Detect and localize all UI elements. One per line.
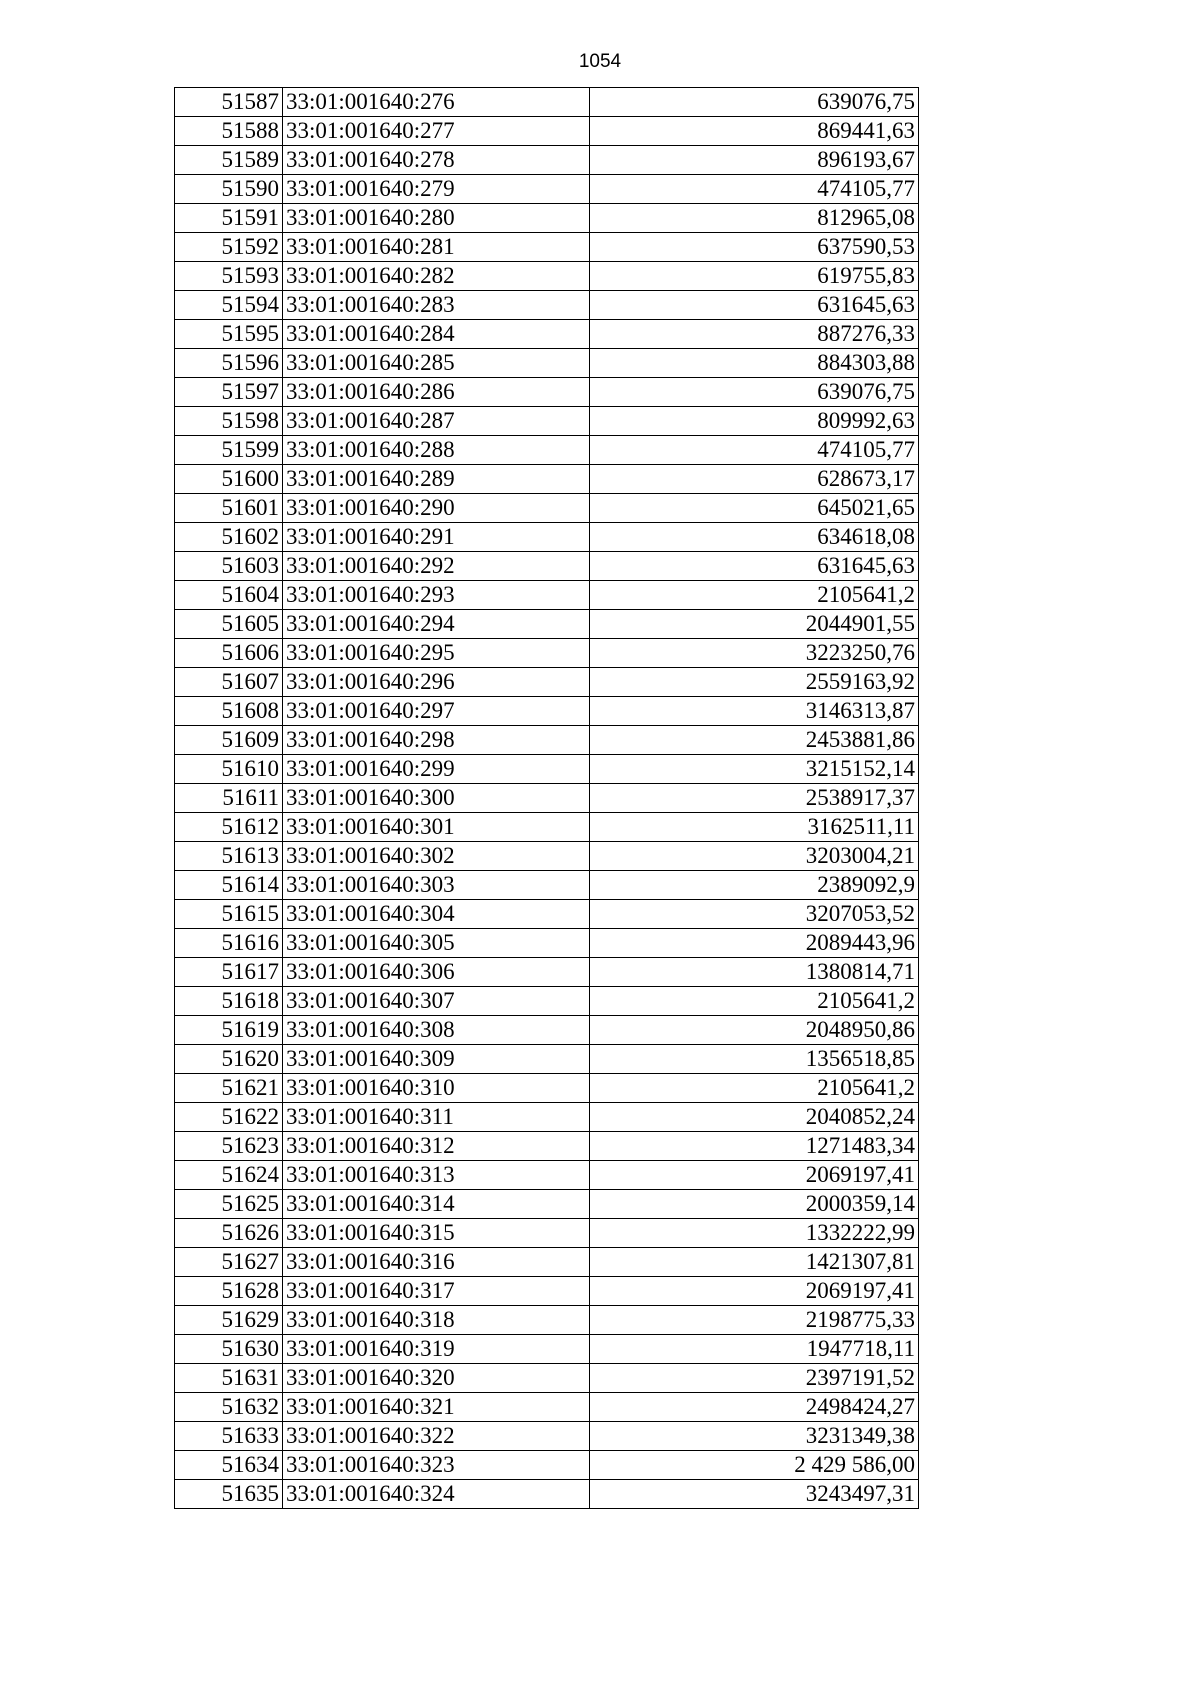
table-row: [175, 639, 919, 668]
cadastral-number-cell: 33:01:001640:318: [283, 1306, 590, 1335]
table-row: [175, 1422, 919, 1451]
cadastral-value-cell: 639076,75: [590, 378, 919, 407]
cadastral-value-cell: 474105,77: [590, 436, 919, 465]
cadastral-number-cell: 33:01:001640:290: [283, 494, 590, 523]
cadastral-value-table: [174, 87, 919, 1509]
cadastral-number-cell: 33:01:001640:313: [283, 1161, 590, 1190]
cadastral-number-cell: 33:01:001640:302: [283, 842, 590, 871]
cadastral-number-cell: 33:01:001640:314: [283, 1190, 590, 1219]
cadastral-value-cell: 474105,77: [590, 175, 919, 204]
cadastral-value-cell: 2069197,41: [590, 1277, 919, 1306]
cadastral-number-cell: 33:01:001640:284: [283, 320, 590, 349]
cadastral-value-cell: 637590,53: [590, 233, 919, 262]
cadastral-number-cell: 33:01:001640:286: [283, 378, 590, 407]
table-row: [175, 929, 919, 958]
cadastral-value-cell: 3231349,38: [590, 1422, 919, 1451]
cadastral-number-cell: 33:01:001640:301: [283, 813, 590, 842]
table-row: [175, 233, 919, 262]
cadastral-value-cell: 2389092,9: [590, 871, 919, 900]
cadastral-number-cell: 33:01:001640:279: [283, 175, 590, 204]
cadastral-value-cell: 3223250,76: [590, 639, 919, 668]
row-number-cell: 51621: [175, 1074, 283, 1103]
table-row: [175, 1393, 919, 1422]
cadastral-value-cell: 2198775,33: [590, 1306, 919, 1335]
table-row: [175, 117, 919, 146]
cadastral-value-cell: 631645,63: [590, 552, 919, 581]
row-number-cell: 51632: [175, 1393, 283, 1422]
cadastral-number-cell: 33:01:001640:304: [283, 900, 590, 929]
cadastral-number-cell: 33:01:001640:291: [283, 523, 590, 552]
row-number-cell: 51593: [175, 262, 283, 291]
table-row: [175, 871, 919, 900]
cadastral-value-cell: 3203004,21: [590, 842, 919, 871]
row-number-cell: 51600: [175, 465, 283, 494]
cadastral-value-cell: 1380814,71: [590, 958, 919, 987]
cadastral-number-cell: 33:01:001640:281: [283, 233, 590, 262]
row-number-cell: 51614: [175, 871, 283, 900]
table-row: [175, 291, 919, 320]
cadastral-value-cell: 2538917,37: [590, 784, 919, 813]
table-row: [175, 900, 919, 929]
table-row: [175, 610, 919, 639]
row-number-cell: 51609: [175, 726, 283, 755]
row-number-cell: 51617: [175, 958, 283, 987]
table-row: [175, 465, 919, 494]
table-body: [175, 88, 919, 1509]
table-row: [175, 88, 919, 117]
row-number-cell: 51591: [175, 204, 283, 233]
row-number-cell: 51619: [175, 1016, 283, 1045]
row-number-cell: 51610: [175, 755, 283, 784]
row-number-cell: 51601: [175, 494, 283, 523]
table-row: [175, 1480, 919, 1509]
cadastral-value-cell: 2069197,41: [590, 1161, 919, 1190]
cadastral-number-cell: 33:01:001640:297: [283, 697, 590, 726]
cadastral-value-cell: 2498424,27: [590, 1393, 919, 1422]
row-number-cell: 51594: [175, 291, 283, 320]
cadastral-value-cell: 2000359,14: [590, 1190, 919, 1219]
cadastral-value-cell: 2105641,2: [590, 581, 919, 610]
cadastral-value-cell: 3162511,11: [590, 813, 919, 842]
table-row: [175, 987, 919, 1016]
cadastral-number-cell: 33:01:001640:322: [283, 1422, 590, 1451]
cadastral-number-cell: 33:01:001640:282: [283, 262, 590, 291]
cadastral-value-cell: 2397191,52: [590, 1364, 919, 1393]
cadastral-value-cell: 3146313,87: [590, 697, 919, 726]
cadastral-number-cell: 33:01:001640:277: [283, 117, 590, 146]
cadastral-number-cell: 33:01:001640:307: [283, 987, 590, 1016]
cadastral-number-cell: 33:01:001640:315: [283, 1219, 590, 1248]
cadastral-number-cell: 33:01:001640:311: [283, 1103, 590, 1132]
table-row: [175, 1451, 919, 1480]
table-row: [175, 1306, 919, 1335]
cadastral-number-cell: 33:01:001640:285: [283, 349, 590, 378]
cadastral-number-cell: 33:01:001640:321: [283, 1393, 590, 1422]
table-row: [175, 813, 919, 842]
cadastral-number-cell: 33:01:001640:298: [283, 726, 590, 755]
row-number-cell: 51618: [175, 987, 283, 1016]
cadastral-value-cell: 2453881,86: [590, 726, 919, 755]
table-row: [175, 1219, 919, 1248]
table-row: [175, 436, 919, 465]
row-number-cell: 51590: [175, 175, 283, 204]
row-number-cell: 51613: [175, 842, 283, 871]
table-row: [175, 755, 919, 784]
row-number-cell: 51611: [175, 784, 283, 813]
table-row: [175, 1248, 919, 1277]
cadastral-number-cell: 33:01:001640:310: [283, 1074, 590, 1103]
row-number-cell: 51624: [175, 1161, 283, 1190]
cadastral-number-cell: 33:01:001640:293: [283, 581, 590, 610]
cadastral-value-cell: 2 429 586,00: [590, 1451, 919, 1480]
cadastral-number-cell: 33:01:001640:276: [283, 88, 590, 117]
cadastral-number-cell: 33:01:001640:289: [283, 465, 590, 494]
table-row: [175, 581, 919, 610]
row-number-cell: 51623: [175, 1132, 283, 1161]
table-row: [175, 1364, 919, 1393]
cadastral-value-cell: 1356518,85: [590, 1045, 919, 1074]
cadastral-number-cell: 33:01:001640:305: [283, 929, 590, 958]
cadastral-number-cell: 33:01:001640:316: [283, 1248, 590, 1277]
cadastral-value-cell: 2105641,2: [590, 987, 919, 1016]
cadastral-value-cell: 3207053,52: [590, 900, 919, 929]
cadastral-number-cell: 33:01:001640:303: [283, 871, 590, 900]
cadastral-number-cell: 33:01:001640:287: [283, 407, 590, 436]
cadastral-number-cell: 33:01:001640:296: [283, 668, 590, 697]
cadastral-value-cell: 887276,33: [590, 320, 919, 349]
row-number-cell: 51633: [175, 1422, 283, 1451]
row-number-cell: 51628: [175, 1277, 283, 1306]
cadastral-value-cell: 3215152,14: [590, 755, 919, 784]
cadastral-value-cell: 1947718,11: [590, 1335, 919, 1364]
row-number-cell: 51597: [175, 378, 283, 407]
table-row: [175, 146, 919, 175]
row-number-cell: 51588: [175, 117, 283, 146]
table-row: [175, 784, 919, 813]
table-row: [175, 407, 919, 436]
table-row: [175, 320, 919, 349]
cadastral-value-cell: 645021,65: [590, 494, 919, 523]
table-row: [175, 726, 919, 755]
cadastral-number-cell: 33:01:001640:278: [283, 146, 590, 175]
table-row: [175, 494, 919, 523]
row-number-cell: 51626: [175, 1219, 283, 1248]
cadastral-number-cell: 33:01:001640:319: [283, 1335, 590, 1364]
table-row: [175, 1103, 919, 1132]
cadastral-value-cell: 1271483,34: [590, 1132, 919, 1161]
cadastral-value-cell: 2044901,55: [590, 610, 919, 639]
table-row: [175, 1335, 919, 1364]
cadastral-number-cell: 33:01:001640:294: [283, 610, 590, 639]
table-row: [175, 349, 919, 378]
cadastral-value-cell: 2105641,2: [590, 1074, 919, 1103]
cadastral-value-cell: 1421307,81: [590, 1248, 919, 1277]
row-number-cell: 51603: [175, 552, 283, 581]
table-row: [175, 842, 919, 871]
table-row: [175, 1161, 919, 1190]
row-number-cell: 51631: [175, 1364, 283, 1393]
table-row: [175, 175, 919, 204]
row-number-cell: 51595: [175, 320, 283, 349]
cadastral-value-cell: 2559163,92: [590, 668, 919, 697]
cadastral-number-cell: 33:01:001640:320: [283, 1364, 590, 1393]
cadastral-value-cell: 2040852,24: [590, 1103, 919, 1132]
row-number-cell: 51629: [175, 1306, 283, 1335]
row-number-cell: 51606: [175, 639, 283, 668]
row-number-cell: 51596: [175, 349, 283, 378]
cadastral-number-cell: 33:01:001640:280: [283, 204, 590, 233]
row-number-cell: 51607: [175, 668, 283, 697]
row-number-cell: 51589: [175, 146, 283, 175]
table-row: [175, 1190, 919, 1219]
cadastral-value-cell: 896193,67: [590, 146, 919, 175]
cadastral-number-cell: 33:01:001640:292: [283, 552, 590, 581]
row-number-cell: 51627: [175, 1248, 283, 1277]
cadastral-value-cell: 812965,08: [590, 204, 919, 233]
row-number-cell: 51592: [175, 233, 283, 262]
row-number-cell: 51587: [175, 88, 283, 117]
row-number-cell: 51625: [175, 1190, 283, 1219]
cadastral-number-cell: 33:01:001640:299: [283, 755, 590, 784]
table-row: [175, 1132, 919, 1161]
row-number-cell: 51620: [175, 1045, 283, 1074]
table-row: [175, 1045, 919, 1074]
row-number-cell: 51612: [175, 813, 283, 842]
row-number-cell: 51622: [175, 1103, 283, 1132]
cadastral-value-cell: 1332222,99: [590, 1219, 919, 1248]
row-number-cell: 51608: [175, 697, 283, 726]
table-row: [175, 262, 919, 291]
cadastral-value-cell: 809992,63: [590, 407, 919, 436]
cadastral-value-cell: 869441,63: [590, 117, 919, 146]
row-number-cell: 51616: [175, 929, 283, 958]
cadastral-number-cell: 33:01:001640:295: [283, 639, 590, 668]
row-number-cell: 51604: [175, 581, 283, 610]
page-number: 1054: [578, 51, 622, 72]
cadastral-number-cell: 33:01:001640:323: [283, 1451, 590, 1480]
table-row: [175, 378, 919, 407]
cadastral-number-cell: 33:01:001640:283: [283, 291, 590, 320]
table-row: [175, 697, 919, 726]
table-row: [175, 1016, 919, 1045]
cadastral-number-cell: 33:01:001640:317: [283, 1277, 590, 1306]
row-number-cell: 51615: [175, 900, 283, 929]
cadastral-number-cell: 33:01:001640:300: [283, 784, 590, 813]
cadastral-number-cell: 33:01:001640:308: [283, 1016, 590, 1045]
table-row: [175, 523, 919, 552]
cadastral-number-cell: 33:01:001640:324: [283, 1480, 590, 1509]
table-row: [175, 1074, 919, 1103]
table-row: [175, 552, 919, 581]
row-number-cell: 51599: [175, 436, 283, 465]
row-number-cell: 51630: [175, 1335, 283, 1364]
cadastral-value-cell: 2048950,86: [590, 1016, 919, 1045]
row-number-cell: 51634: [175, 1451, 283, 1480]
table-row: [175, 1277, 919, 1306]
row-number-cell: 51635: [175, 1480, 283, 1509]
table-row: [175, 204, 919, 233]
cadastral-number-cell: 33:01:001640:306: [283, 958, 590, 987]
cadastral-value-cell: 631645,63: [590, 291, 919, 320]
cadastral-value-cell: 634618,08: [590, 523, 919, 552]
cadastral-value-cell: 884303,88: [590, 349, 919, 378]
cadastral-number-cell: 33:01:001640:312: [283, 1132, 590, 1161]
cadastral-number-cell: 33:01:001640:288: [283, 436, 590, 465]
cadastral-value-cell: 3243497,31: [590, 1480, 919, 1509]
cadastral-value-cell: 639076,75: [590, 88, 919, 117]
table-row: [175, 958, 919, 987]
cadastral-value-cell: 2089443,96: [590, 929, 919, 958]
table-row: [175, 668, 919, 697]
cadastral-value-cell: 619755,83: [590, 262, 919, 291]
row-number-cell: 51605: [175, 610, 283, 639]
row-number-cell: 51598: [175, 407, 283, 436]
row-number-cell: 51602: [175, 523, 283, 552]
cadastral-number-cell: 33:01:001640:309: [283, 1045, 590, 1074]
cadastral-value-cell: 628673,17: [590, 465, 919, 494]
